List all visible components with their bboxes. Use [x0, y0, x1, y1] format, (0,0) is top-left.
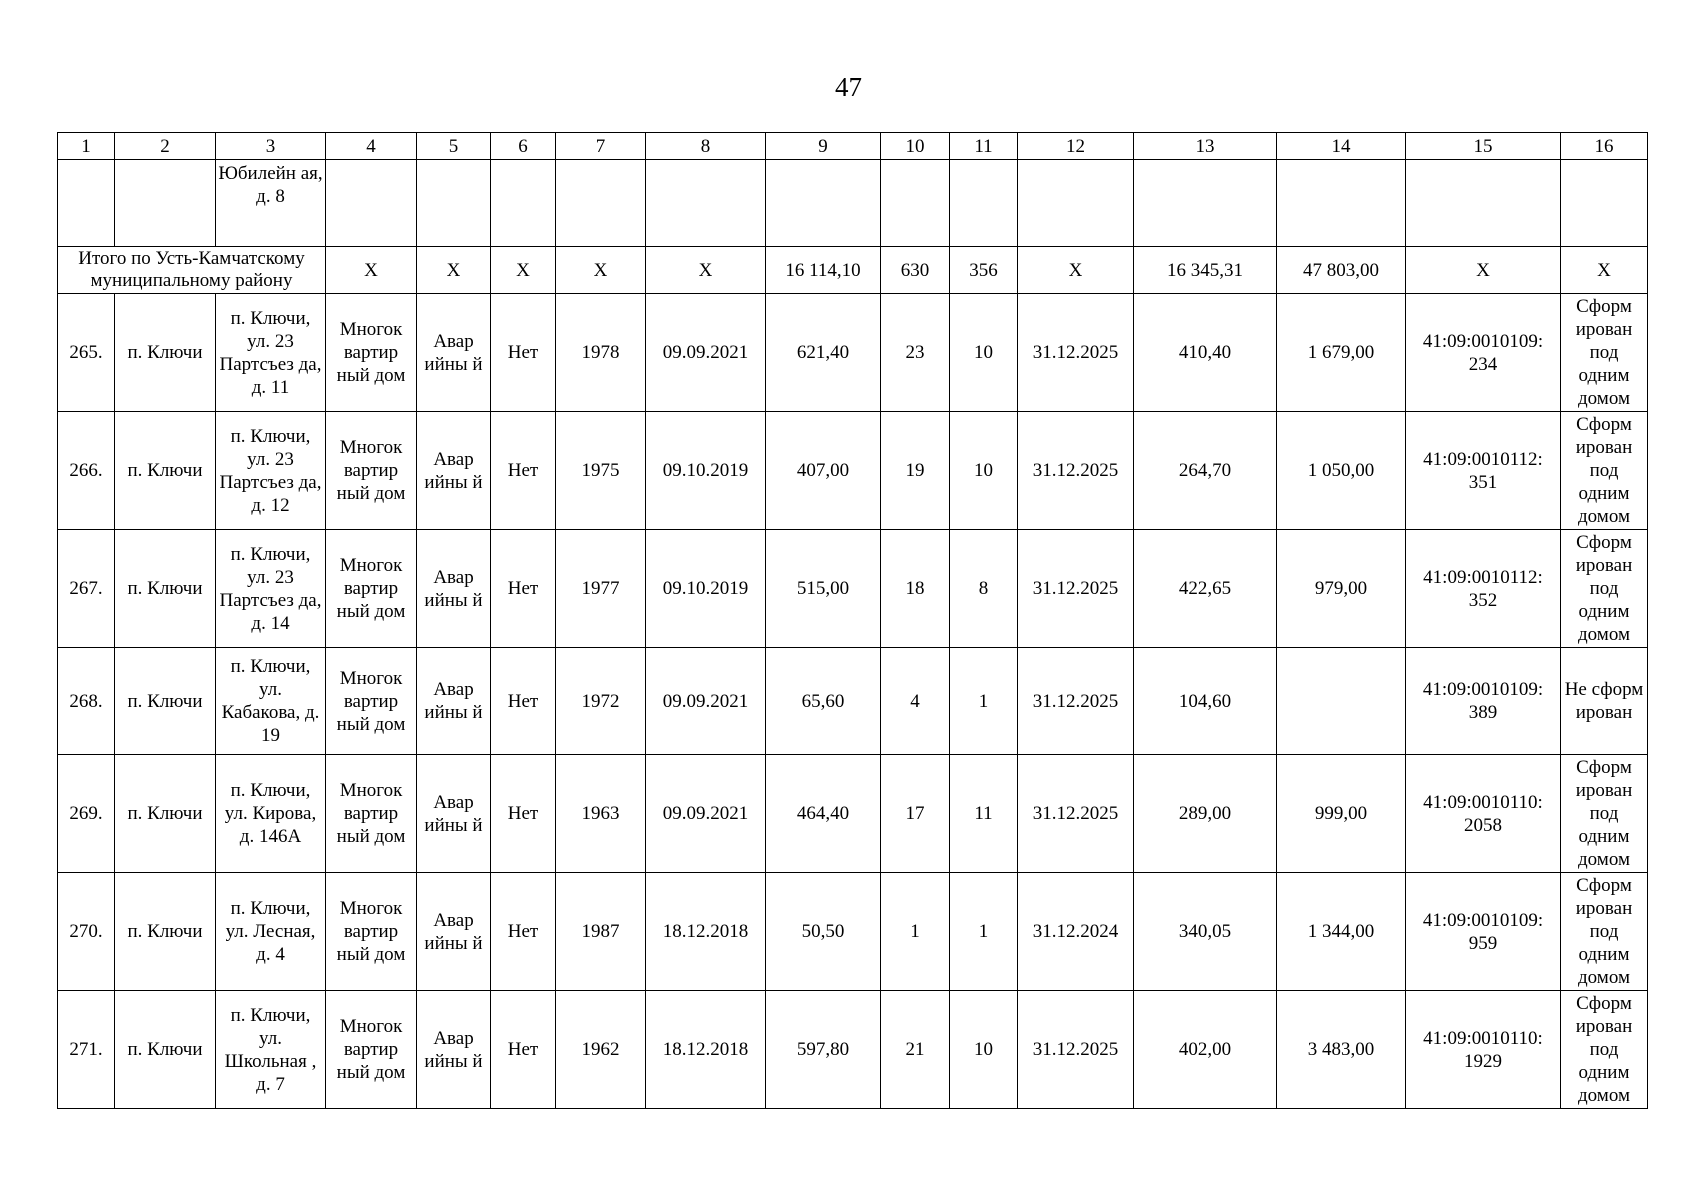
deadline-cell: 31.12.2025 — [1018, 648, 1134, 755]
page-number: 47 — [835, 72, 862, 102]
cadastral-cell: 41:09:0010112: 351 — [1406, 412, 1561, 530]
row-number: 269. — [58, 755, 115, 873]
date-cell: 18.12.2018 — [646, 991, 766, 1109]
date-cell: 09.10.2019 — [646, 412, 766, 530]
address-cell: п. Ключи, ул. 23 Партсъез да, д. 11 — [216, 294, 326, 412]
row-number: 267. — [58, 530, 115, 648]
building-type-cell: Многок вартир ный дом — [326, 991, 417, 1109]
status-cell: Авар ийны й — [417, 530, 491, 648]
settlement-cell: п. Ключи — [115, 873, 216, 991]
housing-registry-table — [57, 132, 1648, 1109]
apartments-cell: 1 — [950, 648, 1018, 755]
column-header: 1 — [58, 133, 115, 160]
area-cell: 597,80 — [766, 991, 881, 1109]
year-cell: 1963 — [556, 755, 646, 873]
address-cell: п. Ключи, ул. Школьная , д. 7 — [216, 991, 326, 1109]
c14-cell: 999,00 — [1277, 755, 1406, 873]
total-c14: 47 803,00 — [1277, 247, 1406, 294]
cell — [1134, 160, 1277, 247]
settlement-cell: п. Ключи — [115, 294, 216, 412]
cell — [491, 160, 556, 247]
residents-cell: 21 — [881, 991, 950, 1109]
cadastral-cell: 41:09:0010109: 389 — [1406, 648, 1561, 755]
cell — [1018, 160, 1134, 247]
continuation-row — [58, 160, 1648, 247]
cell — [1406, 160, 1561, 247]
total-cell: X — [1561, 247, 1648, 294]
cell — [950, 160, 1018, 247]
residents-cell: 1 — [881, 873, 950, 991]
c14-cell: 979,00 — [1277, 530, 1406, 648]
deadline-cell: 31.12.2025 — [1018, 755, 1134, 873]
row-number: 266. — [58, 412, 115, 530]
date-cell: 09.09.2021 — [646, 755, 766, 873]
cadastral-cell: 41:09:0010110: 2058 — [1406, 755, 1561, 873]
total-cell: X — [556, 247, 646, 294]
flag-cell: Нет — [491, 648, 556, 755]
address-cell: п. Ключи, ул. 23 Партсъез да, д. 12 — [216, 412, 326, 530]
column-header: 15 — [1406, 133, 1561, 160]
date-cell: 18.12.2018 — [646, 873, 766, 991]
total-cell: X — [646, 247, 766, 294]
total-label: Итого по Усть-Камчатскому муниципальному району — [58, 247, 326, 294]
year-cell: 1978 — [556, 294, 646, 412]
area-cell: 464,40 — [766, 755, 881, 873]
area-cell: 50,50 — [766, 873, 881, 991]
deadline-cell: 31.12.2025 — [1018, 412, 1134, 530]
residents-cell: 17 — [881, 755, 950, 873]
flag-cell: Нет — [491, 873, 556, 991]
year-cell: 1962 — [556, 991, 646, 1109]
column-number-row — [58, 133, 1648, 160]
cell — [326, 160, 417, 247]
flag-cell: Нет — [491, 755, 556, 873]
column-header: 16 — [1561, 133, 1648, 160]
flag-cell: Нет — [491, 530, 556, 648]
c14-cell: 1 679,00 — [1277, 294, 1406, 412]
table-row — [58, 294, 1648, 412]
flag-cell: Нет — [491, 294, 556, 412]
c14-cell — [1277, 648, 1406, 755]
total-cell: X — [1406, 247, 1561, 294]
land-area-cell: 410,40 — [1134, 294, 1277, 412]
table-row — [58, 648, 1648, 755]
land-area-cell: 104,60 — [1134, 648, 1277, 755]
residents-cell: 19 — [881, 412, 950, 530]
table-row — [58, 412, 1648, 530]
total-residents: 630 — [881, 247, 950, 294]
plot-status-cell: Сформ ирован под одним домом — [1561, 755, 1648, 873]
cadastral-cell: 41:09:0010109: 234 — [1406, 294, 1561, 412]
area-cell: 621,40 — [766, 294, 881, 412]
cell — [881, 160, 950, 247]
table-row — [58, 530, 1648, 648]
column-header: 12 — [1018, 133, 1134, 160]
residents-cell: 4 — [881, 648, 950, 755]
land-area-cell: 340,05 — [1134, 873, 1277, 991]
date-cell: 09.10.2019 — [646, 530, 766, 648]
land-area-cell: 289,00 — [1134, 755, 1277, 873]
row-number: 265. — [58, 294, 115, 412]
year-cell: 1972 — [556, 648, 646, 755]
total-cell: X — [1018, 247, 1134, 294]
land-area-cell: 402,00 — [1134, 991, 1277, 1109]
cell — [1277, 160, 1406, 247]
column-header: 10 — [881, 133, 950, 160]
building-type-cell: Многок вартир ный дом — [326, 530, 417, 648]
cadastral-cell: 41:09:0010109: 959 — [1406, 873, 1561, 991]
total-row — [58, 247, 1648, 294]
column-header: 7 — [556, 133, 646, 160]
address-cell: п. Ключи, ул. Лесная, д. 4 — [216, 873, 326, 991]
cell — [1561, 160, 1648, 247]
column-header: 4 — [326, 133, 417, 160]
address-cell: п. Ключи, ул. 23 Партсъез да, д. 14 — [216, 530, 326, 648]
plot-status-cell: Сформ ирован под одним домом — [1561, 873, 1648, 991]
deadline-cell: 31.12.2025 — [1018, 991, 1134, 1109]
deadline-cell: 31.12.2025 — [1018, 294, 1134, 412]
column-header: 2 — [115, 133, 216, 160]
total-cell: X — [491, 247, 556, 294]
status-cell: Авар ийны й — [417, 294, 491, 412]
building-type-cell: Многок вартир ный дом — [326, 412, 417, 530]
plot-status-cell: Сформ ирован под одним домом — [1561, 991, 1648, 1109]
year-cell: 1977 — [556, 530, 646, 648]
settlement-cell: п. Ключи — [115, 755, 216, 873]
area-cell: 65,60 — [766, 648, 881, 755]
table-row — [58, 873, 1648, 991]
address-cell: Юбилейн ая, д. 8 — [216, 160, 326, 247]
residents-cell: 23 — [881, 294, 950, 412]
total-land-area: 16 345,31 — [1134, 247, 1277, 294]
date-cell: 09.09.2021 — [646, 648, 766, 755]
residents-cell: 18 — [881, 530, 950, 648]
total-area: 16 114,10 — [766, 247, 881, 294]
year-cell: 1975 — [556, 412, 646, 530]
c14-cell: 3 483,00 — [1277, 991, 1406, 1109]
settlement-cell: п. Ключи — [115, 991, 216, 1109]
apartments-cell: 10 — [950, 294, 1018, 412]
apartments-cell: 8 — [950, 530, 1018, 648]
status-cell: Авар ийны й — [417, 412, 491, 530]
cell — [417, 160, 491, 247]
address-cell: п. Ключи, ул. Кабакова, д. 19 — [216, 648, 326, 755]
plot-status-cell: Сформ ирован под одним домом — [1561, 412, 1648, 530]
cell — [766, 160, 881, 247]
row-number: 268. — [58, 648, 115, 755]
status-cell: Авар ийны й — [417, 873, 491, 991]
table-row — [58, 755, 1648, 873]
cell — [58, 160, 115, 247]
cadastral-cell: 41:09:0010110: 1929 — [1406, 991, 1561, 1109]
building-type-cell: Многок вартир ный дом — [326, 648, 417, 755]
table-row — [58, 991, 1648, 1109]
address-cell: п. Ключи, ул. Кирова, д. 146А — [216, 755, 326, 873]
column-header: 6 — [491, 133, 556, 160]
total-cell: X — [417, 247, 491, 294]
plot-status-cell: Сформ ирован под одним домом — [1561, 530, 1648, 648]
plot-status-cell: Сформ ирован под одним домом — [1561, 294, 1648, 412]
c14-cell: 1 050,00 — [1277, 412, 1406, 530]
apartments-cell: 10 — [950, 991, 1018, 1109]
cell — [556, 160, 646, 247]
area-cell: 515,00 — [766, 530, 881, 648]
data-rows — [58, 294, 1648, 1109]
settlement-cell: п. Ключи — [115, 412, 216, 530]
apartments-cell: 1 — [950, 873, 1018, 991]
total-cell: X — [326, 247, 417, 294]
plot-status-cell: Не сформ ирован — [1561, 648, 1648, 755]
cell — [115, 160, 216, 247]
column-header: 13 — [1134, 133, 1277, 160]
apartments-cell: 11 — [950, 755, 1018, 873]
flag-cell: Нет — [491, 412, 556, 530]
cell — [646, 160, 766, 247]
settlement-cell: п. Ключи — [115, 648, 216, 755]
column-header: 9 — [766, 133, 881, 160]
column-header: 3 — [216, 133, 326, 160]
column-header: 5 — [417, 133, 491, 160]
date-cell: 09.09.2021 — [646, 294, 766, 412]
row-number: 270. — [58, 873, 115, 991]
land-area-cell: 264,70 — [1134, 412, 1277, 530]
cadastral-cell: 41:09:0010112: 352 — [1406, 530, 1561, 648]
settlement-cell: п. Ключи — [115, 530, 216, 648]
total-apartments: 356 — [950, 247, 1018, 294]
row-number: 271. — [58, 991, 115, 1109]
c14-cell: 1 344,00 — [1277, 873, 1406, 991]
land-area-cell: 422,65 — [1134, 530, 1277, 648]
column-header: 11 — [950, 133, 1018, 160]
building-type-cell: Многок вартир ный дом — [326, 755, 417, 873]
building-type-cell: Многок вартир ный дом — [326, 294, 417, 412]
year-cell: 1987 — [556, 873, 646, 991]
status-cell: Авар ийны й — [417, 755, 491, 873]
flag-cell: Нет — [491, 991, 556, 1109]
column-header: 8 — [646, 133, 766, 160]
status-cell: Авар ийны й — [417, 991, 491, 1109]
apartments-cell: 10 — [950, 412, 1018, 530]
building-type-cell: Многок вартир ный дом — [326, 873, 417, 991]
status-cell: Авар ийны й — [417, 648, 491, 755]
area-cell: 407,00 — [766, 412, 881, 530]
deadline-cell: 31.12.2024 — [1018, 873, 1134, 991]
column-header: 14 — [1277, 133, 1406, 160]
deadline-cell: 31.12.2025 — [1018, 530, 1134, 648]
